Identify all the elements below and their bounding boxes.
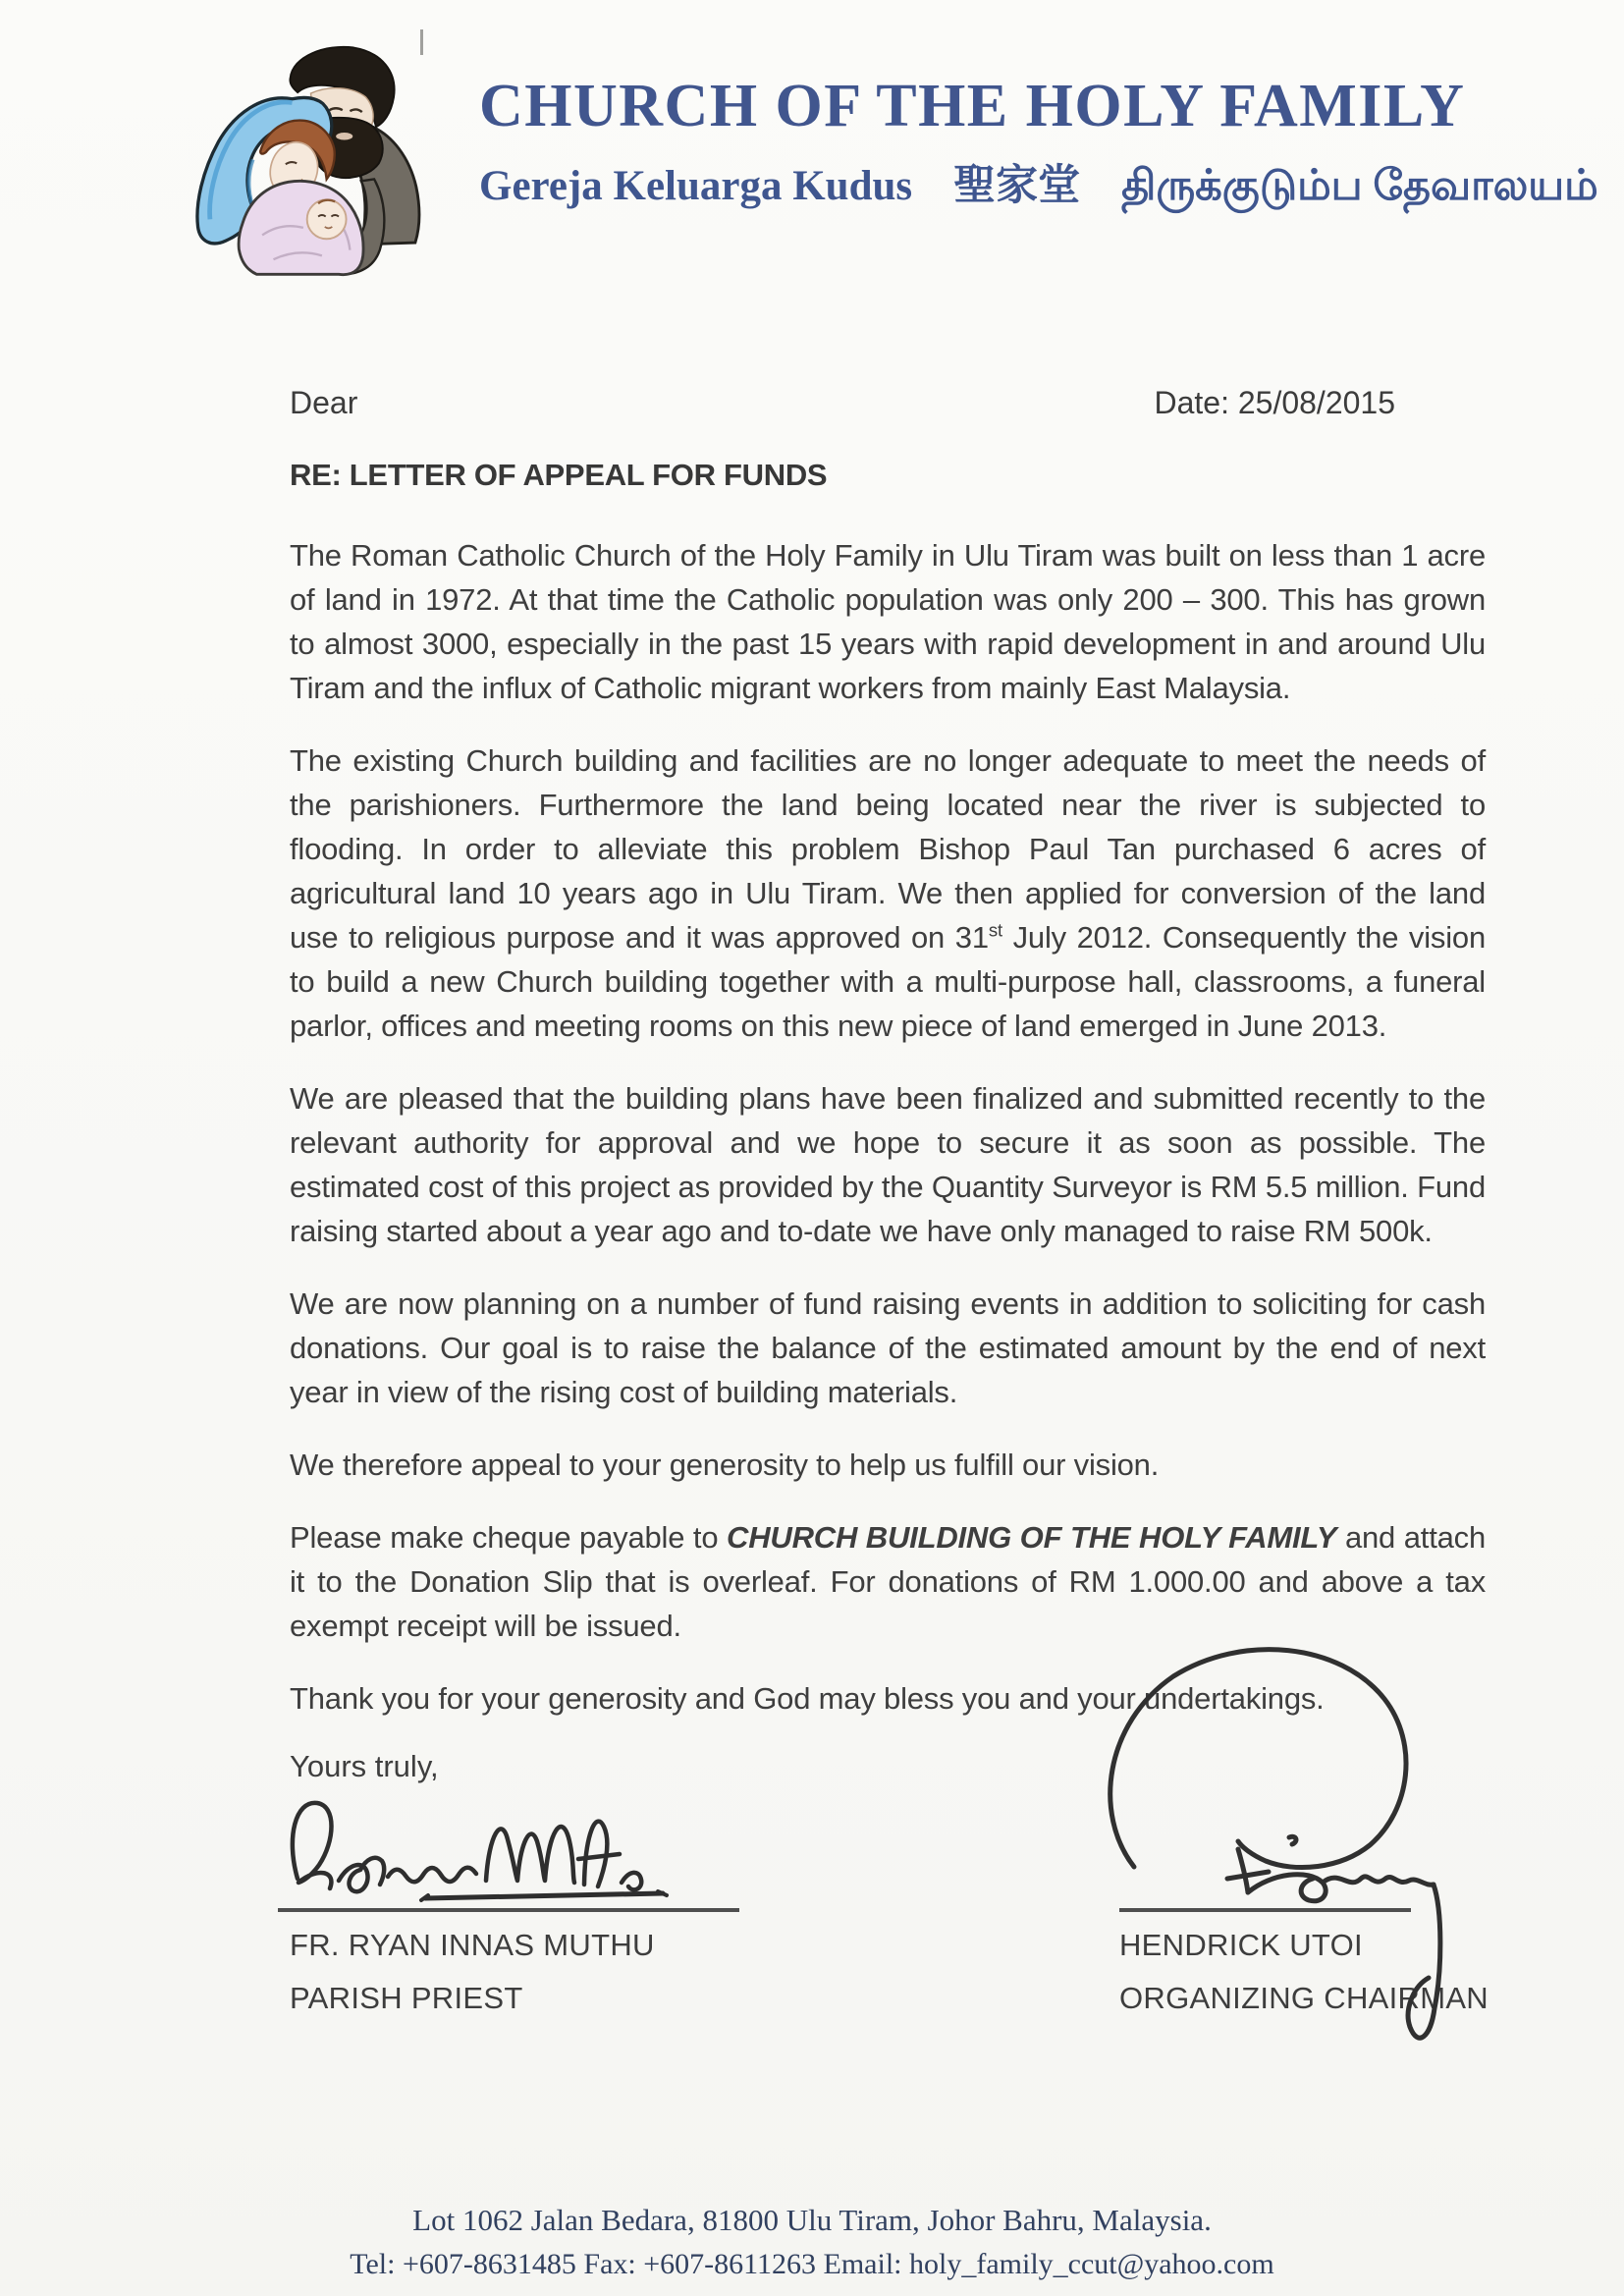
subject-line: RE: LETTER OF APPEAL FOR FUNDS [290,458,828,492]
signature-rule-right [1119,1908,1411,1912]
closing-phrase: Yours truly, [290,1749,439,1783]
church-subtitle [479,152,1598,215]
subtitle-malay: Gereja Keluarga Kudus [479,163,913,209]
signatory-role-right: ORGANIZING CHAIRMAN [1119,1981,1489,2015]
subtitle-chinese: 聖家堂 [953,163,1081,209]
letter-footer [0,2203,1624,2281]
text-segment: Please make cheque payable to [290,1520,728,1555]
paragraph [290,738,1486,1048]
paragraph [290,533,1486,710]
text-segment: The Roman Catholic Church of the Holy Family in Ulu Tiram was built on less than 1 acre of land in 1972. At that time the Catholic population was only 200 – 300. This has grown to almost 3000, especially in the past 15 years with rapid development in and around Ulu Tiram and the influx of Catholic migrant workers from mainly East Malaysia. [290,538,1486,705]
signatory-role-left: PARISH PRIEST [290,1981,523,2015]
footer-address: Lot 1062 Jalan Bedara, 81800 Ulu Tiram, Johor Bahru, Malaysia. [412,2203,1212,2237]
letter-body [290,385,1489,2024]
text-segment: and attach it to the Donation Slip that is overleaf. For donations of RM 1.000.00 and above a tax exempt receipt will be issued. [290,1520,1486,1643]
text-segment: July 2012. Consequently the vision to build a new Church building together with a multi-purpose hall, classrooms, a funeral parlor, offices and meeting rooms on this new piece of land emerged in June 2013. [290,920,1486,1043]
letterhead [152,34,1598,285]
paragraph [290,1515,1486,1648]
salutation-row [290,385,1486,421]
text-segment: The existing Church building and facilities are no longer adequate to meet the needs of the parishioners. Furthermore the land being located near the river is subjected to flooding. In order to alleviate this problem Bishop Paul Tan purchased 6 acres of agricultural land 10 years ago in Ulu Tiram. We then applied for conversion of the land use to religious purpose and it was approved on 31 [290,743,1486,955]
salutation: Dear [290,385,358,420]
signature-area [290,1778,1489,2024]
church-title: CHURCH OF THE HOLY FAMILY [479,73,1466,139]
signatory-name-left: FR. RYAN INNAS MUTHU [290,1928,655,1962]
signatory-name-right: HENDRICK UTOI [1119,1928,1363,1962]
letter-paragraphs [290,533,1486,1721]
subtitle-tamil: திருக்குடும்ப தேவாலயம் [1121,163,1598,209]
paragraph [290,1282,1486,1414]
holy-family-logo [152,34,432,285]
paragraph [290,1676,1486,1721]
paragraph [290,1076,1486,1253]
text-segment: st [988,919,1002,941]
text-segment: We therefore appeal to your generosity to help us fulfill our vision. [290,1448,1160,1482]
signature-rule-left [278,1908,739,1912]
letterhead-text [479,34,1598,215]
parish-priest-signature [278,1777,739,1904]
text-segment: Thank you for your generosity and God may bless you and your undertakings. [290,1681,1325,1716]
letter-date: Date: 25/08/2015 [1154,385,1395,420]
footer-contact: Tel: +607-8631485 Fax: +607-8611263 Email: holy_family_ccut@yahoo.com [350,2248,1274,2280]
paragraph [290,1443,1486,1487]
text-segment: CHURCH BUILDING OF THE HOLY FAMILY [727,1520,1337,1555]
text-segment: We are now planning on a number of fund raising events in addition to soliciting for cash donations. Our goal is to raise the balance of the estimated amount by the end of next year in view of the rising cost of building materials. [290,1286,1486,1409]
text-segment: We are pleased that the building plans have been finalized and submitted recently to the relevant authority for approval and we hope to secure it as soon as possible. The estimated cost of this project as provided by the Quantity Surveyor is RM 5.5 million. Fund raising started about a year ago and to-date we have only managed to raise RM 500k. [290,1081,1486,1248]
